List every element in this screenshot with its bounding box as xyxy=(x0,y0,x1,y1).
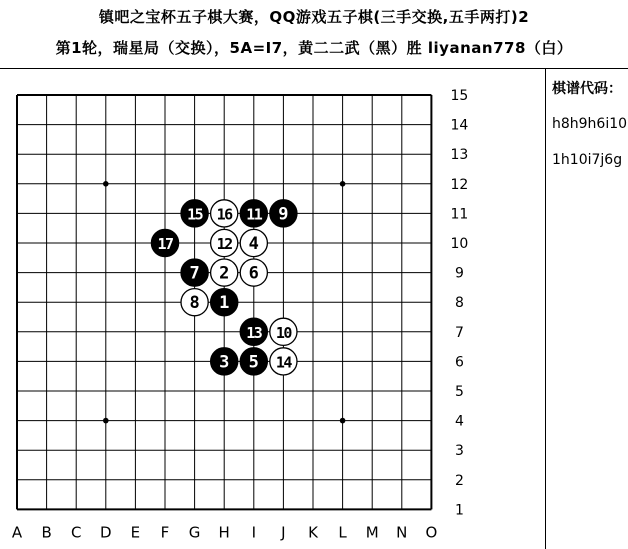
record-code-line-1: h8h9h6i10 xyxy=(552,116,628,132)
column-label: C xyxy=(70,523,82,542)
column-label: K xyxy=(308,523,318,542)
column-label: E xyxy=(130,523,141,542)
move-number: 6 xyxy=(248,263,259,284)
row-label: 12 xyxy=(450,176,469,193)
column-label: N xyxy=(396,523,408,542)
move-number: 11 xyxy=(246,205,262,224)
column-label: I xyxy=(251,523,257,542)
column-label: B xyxy=(41,523,52,542)
sidebar-divider xyxy=(545,68,546,549)
move-number: 13 xyxy=(246,323,262,342)
record-code-label: 棋谱代码： xyxy=(552,81,622,97)
game-subtitle: 第1轮，瑞星局（交换），5A=I7，黄二二武（黑）胜 liyanan778（白） xyxy=(55,39,573,57)
move-number: 5 xyxy=(248,352,259,373)
row-label: 10 xyxy=(450,236,469,252)
star-point xyxy=(103,181,109,187)
row-label: 15 xyxy=(450,88,469,104)
move-number: 7 xyxy=(189,263,200,284)
column-label: O xyxy=(425,523,438,542)
game-title: 镇吧之宝杯五子棋大赛，QQ游戏五子棋(三手交换,五手两打)2 xyxy=(98,8,530,26)
column-label: J xyxy=(281,523,286,542)
row-label: 13 xyxy=(450,147,469,164)
row-label: 7 xyxy=(454,324,464,341)
row-label: 5 xyxy=(454,384,464,400)
move-number: 9 xyxy=(278,204,289,225)
move-number: 16 xyxy=(216,205,232,224)
move-number: 4 xyxy=(248,234,259,254)
move-number: 2 xyxy=(219,263,230,284)
star-point xyxy=(103,418,109,424)
column-label: H xyxy=(218,523,230,542)
column-label: L xyxy=(338,523,347,542)
row-label: 1 xyxy=(454,502,464,519)
row-label: 2 xyxy=(454,472,464,489)
row-label: 9 xyxy=(454,265,464,282)
move-number: 8 xyxy=(189,293,200,314)
row-label: 6 xyxy=(454,354,464,371)
move-number: 3 xyxy=(219,352,230,373)
column-label: D xyxy=(100,523,112,542)
row-label: 11 xyxy=(450,206,469,223)
column-label: G xyxy=(188,523,201,542)
move-number: 10 xyxy=(275,323,291,342)
move-number: 12 xyxy=(216,235,232,253)
record-code-line-2: 1h10i7j6g xyxy=(552,152,623,168)
move-number: 17 xyxy=(157,235,173,253)
row-label: 4 xyxy=(454,413,464,430)
move-number: 15 xyxy=(187,205,203,224)
column-label: F xyxy=(160,523,170,542)
column-label: M xyxy=(365,523,379,542)
column-label: A xyxy=(11,523,23,542)
star-point xyxy=(340,418,346,424)
row-label: 14 xyxy=(450,117,469,134)
header-divider xyxy=(0,68,628,69)
row-label: 3 xyxy=(454,443,464,460)
row-label: 8 xyxy=(454,295,464,312)
move-number: 14 xyxy=(275,353,291,372)
gomoku-board[interactable] xyxy=(0,70,545,549)
move-number: 1 xyxy=(219,293,230,314)
star-point xyxy=(340,181,346,187)
